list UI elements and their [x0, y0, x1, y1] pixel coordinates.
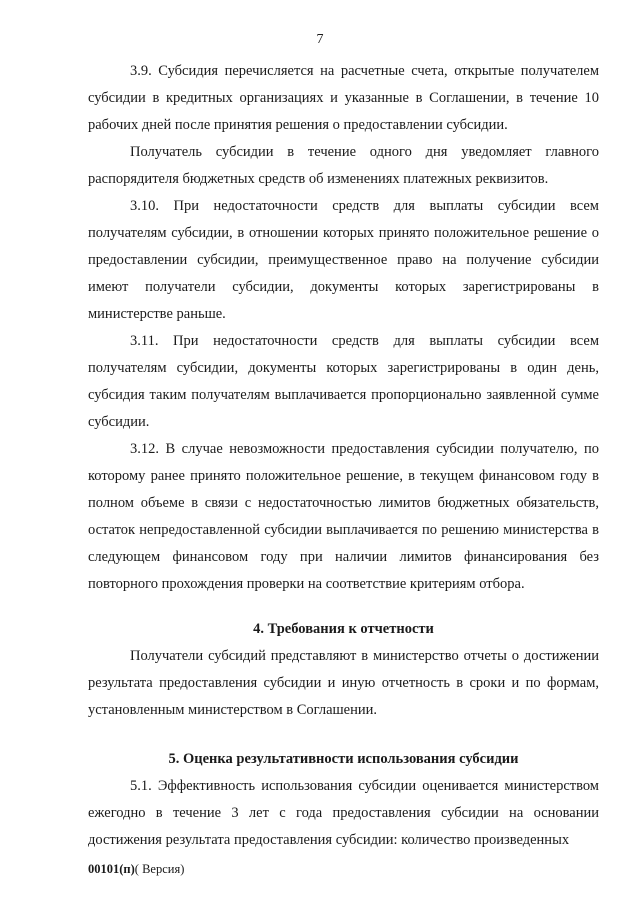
section-4: [88, 616, 599, 724]
paragraph-3-10: 3.10. При недостаточности средств для выплаты субсидии всем получателям субсидии, в отношении которых принято положительное решение о предоставлении субсидии, преимущественное право на получение субсидии имеют получатели субсидии, документы которых зарегистрированы в министерстве раньше.: [88, 198, 599, 322]
paragraph-3-9: 3.9. Субсидия перечисляется на расчетные счета, открытые получателем субсидии в кредитных организациях и указанные в Соглашении, в течение 10 рабочих дней после принятия решения о предоставлении субсидии.: [88, 63, 599, 133]
document-version: ( Версия): [134, 862, 185, 876]
page-number: 7: [316, 32, 324, 47]
paragraph-3-12: 3.12. В случае невозможности предоставления субсидии получателю, по которому ранее принято положительное решение, в текущем финансовом году в полном объеме в связи с недостаточностью лимитов бюджетных обязательств, остаток непредоставленной субсидии выплачивается по решению министерства в следующем финансовом году при наличии лимитов финансирования без повторного прохождения проверки на соответствие критериям отбора.: [88, 441, 599, 592]
document-body: [88, 58, 599, 598]
paragraph-3-11: 3.11. При недостаточности средств для выплаты субсидии всем получателям субсидии, документы которых зарегистрированы в один день, субсидия таким получателям выплачивается пропорционально заявленной сумме субсидии.: [88, 333, 599, 430]
section-4-heading: 4. Требования к отчетности: [253, 621, 434, 637]
section-4-paragraph: Получатели субсидий представляют в министерство отчеты о достижении результата предоставления субсидии и иную отчетность в сроки и по формам, установленным министерством в Соглашении.: [88, 648, 599, 718]
document-code: 00101(п): [88, 862, 135, 876]
section-5-paragraph: 5.1. Эффективность использования субсидии оценивается министерством ежегодно в течение 3 лет с года предоставления субсидии на основании достижения результата предоставления субсидии: количество произведенных: [88, 778, 599, 848]
document-footer: [88, 862, 184, 877]
paragraph-3-9-notice: Получатель субсидии в течение одного дня уведомляет главного распорядителя бюджетных средств об изменениях платежных реквизитов.: [88, 144, 599, 187]
section-5: [88, 746, 599, 854]
section-5-heading: 5. Оценка результативности использования субсидии: [168, 751, 519, 767]
